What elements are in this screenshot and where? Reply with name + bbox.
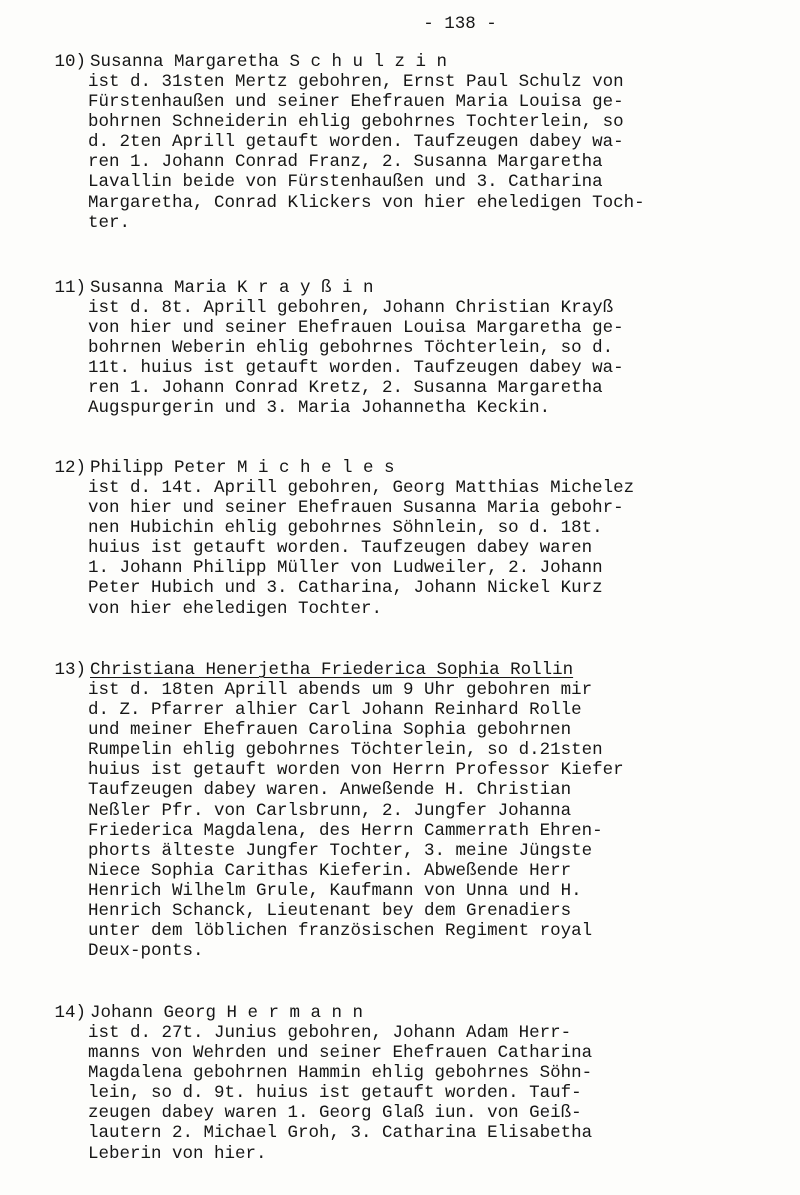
entry-body	[88, 72, 788, 233]
entry-line: nen Hubichin ehlig gebohrnes Söhnlein, so d. 18t.	[88, 518, 603, 539]
entry-body	[88, 1023, 788, 1164]
entry-line: bohrnen Weberin ehlig gebohrnes Töchterlein, so d.	[88, 338, 614, 359]
entry-line: ist d. 31sten Mertz gebohren, Ernst Paul Schulz von	[88, 72, 624, 92]
entry-line: Magdalena gebohrnen Hammin ehlig gebohrnes Söhn-	[88, 1063, 593, 1084]
entry-number: 14)	[54, 1003, 86, 1023]
entry-line: bohrnen Schneiderin ehlig gebohrnes Tochterlein, so	[88, 112, 624, 133]
entry-line: phorts älteste Jungfer Tochter, 3. meine Jüngste	[88, 840, 593, 861]
entry-number: 11)	[54, 278, 86, 298]
entry-line: ist d. 18ten Aprill abends um 9 Uhr gebohren mir	[88, 680, 593, 700]
entry-line: von hier und seiner Ehefrauen Susanna Maria gebohr-	[88, 498, 624, 519]
entry-line: unter dem löblichen französischen Regiment royal	[88, 921, 593, 942]
entry-line: Leberin von hier.	[88, 1143, 267, 1164]
entry-line: Neßler Pfr. von Carlsbrunn, 2. Jungfer Johanna	[88, 800, 572, 821]
entry-line: Taufzeugen dabey waren. Anweßende H. Christian	[88, 780, 572, 801]
page-number: - 138 -	[423, 14, 497, 34]
entry-line: Niece Sophia Carithas Kieferin. Abweßende Herr	[88, 860, 572, 881]
entry-body	[88, 478, 788, 619]
entry-line: Rumpelin ehlig gebohrnes Töchterlein, so d.21sten	[88, 740, 603, 761]
entry-line: 11t. huius ist getauft worden. Taufzeugen dabey wa-	[88, 358, 624, 379]
entry-name: Philipp Peter M i c h e l e s	[90, 458, 395, 478]
entry-line: Deux-ponts.	[88, 941, 204, 962]
entry-line: ist d. 27t. Junius gebohren, Johann Adam Herr-	[88, 1023, 572, 1043]
entry-line: zeugen dabey waren 1. Georg Glaß iun. von Geiß-	[88, 1103, 582, 1124]
entry-line: Augspurgerin und 3. Maria Johannetha Keckin.	[88, 398, 551, 419]
entry-name: Johann Georg H e r m a n n	[90, 1003, 364, 1023]
entry-line: ren 1. Johann Conrad Franz, 2. Susanna Margaretha	[88, 152, 603, 173]
entry-line: lein, so d. 9t. huius ist getauft worden. Tauf-	[88, 1083, 582, 1104]
entry-line: d. Z. Pfarrer alhier Carl Johann Reinhard Rolle	[88, 700, 582, 721]
entry-line: Henrich Wilhelm Grule, Kaufmann von Unna und H.	[88, 880, 582, 901]
entry-name: Susanna Margaretha S c h u l z i n	[90, 52, 448, 72]
entry-line: manns von Wehrden und seiner Ehefrauen Catharina	[88, 1043, 593, 1064]
entry-line: ist d. 14t. Aprill gebohren, Georg Matthias Michelez	[88, 478, 635, 498]
entry-line: ren 1. Johann Conrad Kretz, 2. Susanna Margaretha	[88, 378, 603, 399]
entry-line: Peter Hubich und 3. Catharina, Johann Nickel Kurz	[88, 578, 603, 599]
entry-line: 1. Johann Philipp Müller von Ludweiler, 2. Johann	[88, 558, 603, 579]
entry-line: huius ist getauft worden von Herrn Professor Kiefer	[88, 760, 624, 781]
entry-body	[88, 680, 788, 961]
entry-number: 13)	[54, 660, 86, 680]
entry-line: Margaretha, Conrad Klickers von hier eheledigen Toch-	[88, 192, 645, 213]
entry-line: und meiner Ehefrauen Carolina Sophia gebohrnen	[88, 720, 572, 741]
entry-line: d. 2ten Aprill getauft worden. Taufzeugen dabey wa-	[88, 132, 624, 153]
entry-line: Henrich Schanck, Lieutenant bey dem Grenadiers	[88, 901, 572, 922]
entry-name	[90, 660, 573, 680]
entry-line: von hier und seiner Ehefrauen Louisa Margaretha ge-	[88, 318, 624, 339]
entry-line: Fürstenhaußen und seiner Ehefrauen Maria Louisa ge-	[88, 92, 624, 113]
entry-line: von hier eheledigen Tochter.	[88, 598, 383, 619]
entry-line: huius ist getauft worden. Taufzeugen dabey waren	[88, 538, 593, 559]
entry-number: 10)	[54, 52, 86, 72]
entry-name-text: Christiana Henerjetha Friederica Sophia Rollin	[90, 660, 574, 680]
entry-line: ist d. 8t. Aprill gebohren, Johann Christian Krayß	[88, 298, 614, 318]
entry-number: 12)	[54, 458, 86, 478]
entry-line: Friederica Magdalena, des Herrn Cammerrath Ehren-	[88, 820, 603, 841]
entry-line: Lavallin beide von Fürstenhaußen und 3. Catharina	[88, 172, 603, 193]
entry-name: Susanna Maria K r a y ß i n	[90, 278, 374, 298]
entry-line: lautern 2. Michael Groh, 3. Catharina Elisabetha	[88, 1123, 593, 1144]
entry-body	[88, 298, 788, 419]
entry-line: ter.	[88, 212, 131, 233]
